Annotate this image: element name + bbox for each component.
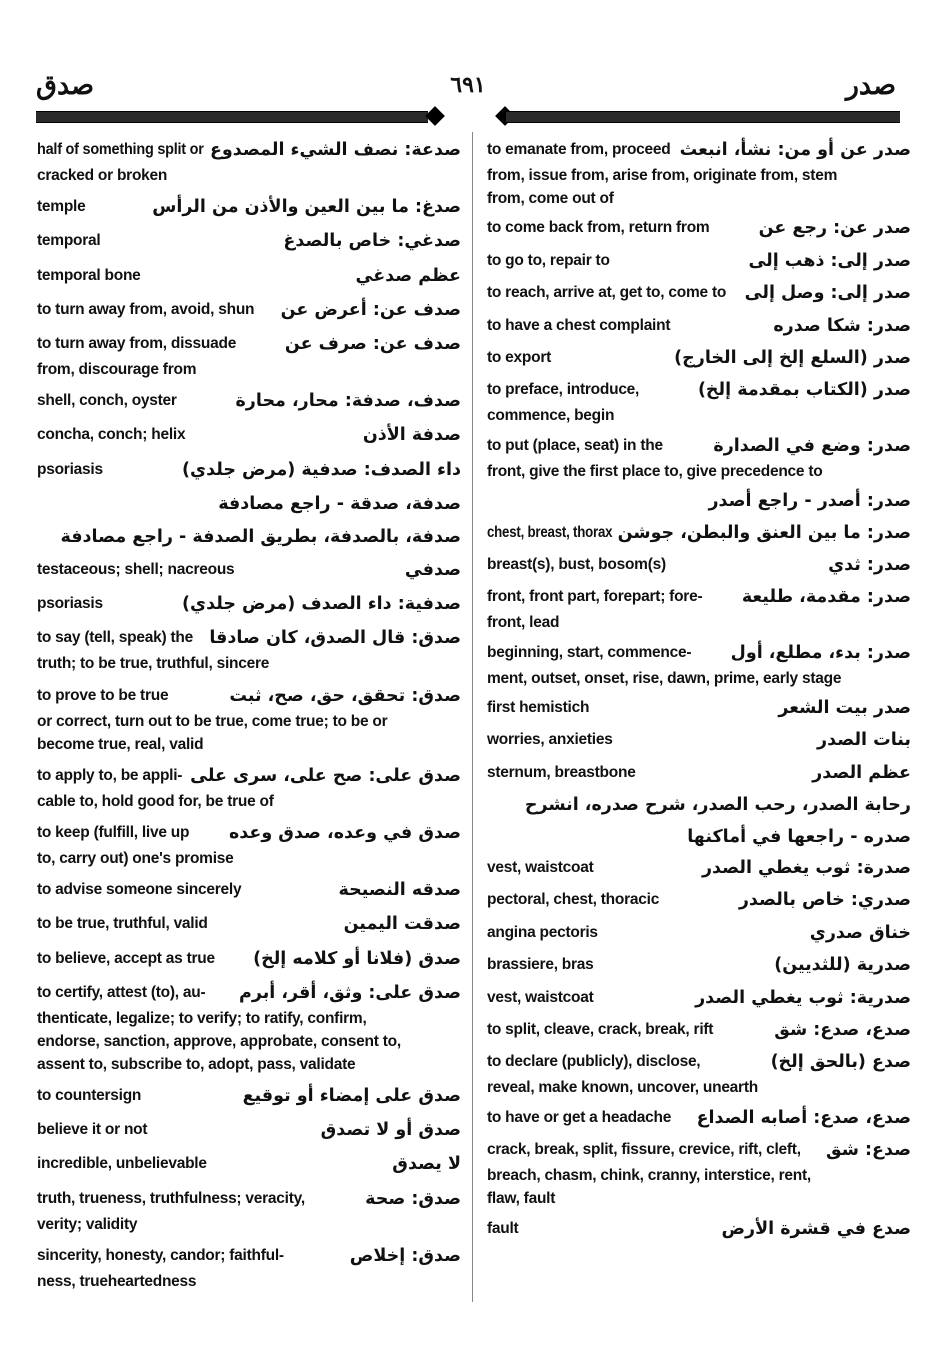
arabic-headword: صدع، صدع: شق bbox=[774, 1019, 911, 1040]
dictionary-entry bbox=[487, 641, 911, 690]
english-definition-continued: to, carry out) one's promise bbox=[37, 850, 234, 867]
english-definition-continued: cable to, hold good for, be true of bbox=[37, 792, 274, 810]
arabic-headword: صدر عن: رجع عن bbox=[758, 218, 911, 239]
dictionary-entry bbox=[37, 626, 461, 675]
english-definition: shell, conch, oyster bbox=[37, 392, 177, 410]
dictionary-entry bbox=[487, 585, 911, 634]
english-definition: to go to, repair to bbox=[487, 251, 610, 269]
entry-first-line bbox=[37, 1118, 461, 1144]
entry-first-line bbox=[487, 585, 911, 611]
entry-first-line bbox=[37, 1244, 461, 1270]
entry-first-line bbox=[37, 558, 461, 584]
english-definition: angina pectoris bbox=[487, 923, 598, 941]
arabic-headword: صدعة: نصف الشيء المصدوع bbox=[209, 140, 461, 160]
english-definition-continued: thenticate, legalize; to verify; to ratify, confirm, bbox=[37, 1009, 367, 1027]
english-definition: beginning, start, commence- bbox=[487, 643, 692, 661]
english-definition-continued: from, issue from, arise from, originate from, stem bbox=[487, 167, 838, 184]
dictionary-entry bbox=[37, 1152, 461, 1178]
arabic-headword: صدف عن: أعرض عن bbox=[280, 299, 461, 320]
dictionary-entry bbox=[487, 1217, 911, 1243]
dictionary-entry bbox=[37, 423, 461, 449]
entry-first-line bbox=[487, 553, 911, 579]
entry-first-line bbox=[37, 298, 461, 324]
english-definition: to come back from, return from bbox=[487, 219, 710, 237]
dictionary-entry bbox=[37, 298, 461, 324]
arabic-headword: صدق أو لا تصدق bbox=[320, 1120, 461, 1141]
english-definition: temporal bone bbox=[37, 266, 141, 284]
arabic-headword: داء الصدف: صدفية (مرض جلدي) bbox=[182, 459, 461, 480]
english-definition: to say (tell, speak) the bbox=[37, 629, 193, 647]
dictionary-entry bbox=[487, 825, 911, 850]
english-definition-continued: front, lead bbox=[487, 614, 560, 632]
english-definition-continued: front, give the first place to, give precedence to bbox=[487, 462, 823, 480]
dictionary-entry bbox=[487, 921, 911, 947]
english-definition-continued: flaw, fault bbox=[487, 1190, 556, 1208]
dictionary-entry bbox=[37, 195, 461, 221]
entry-first-line bbox=[37, 458, 461, 484]
dictionary-entry bbox=[487, 696, 911, 722]
dictionary-entry bbox=[487, 281, 911, 307]
arabic-headword: صدر (السلع إلخ إلى الخارج) bbox=[674, 347, 911, 368]
arabic-headword: صدق (فلانا أو كلامه إلخ) bbox=[253, 948, 461, 969]
english-definition: to keep (fulfill, live up bbox=[37, 824, 190, 841]
entry-first-line bbox=[37, 626, 461, 652]
arabic-headword: صدره - راجعها في أماكنها bbox=[687, 826, 911, 847]
english-definition: to turn away from, avoid, shun bbox=[37, 300, 255, 318]
arabic-headword: صدرة: ثوب يغطي الصدر bbox=[701, 858, 911, 879]
arabic-headword: صدق: تحقق، حق، صح، ثبت bbox=[229, 685, 461, 706]
dictionary-entry bbox=[37, 458, 461, 484]
english-definition: first hemistich bbox=[487, 699, 590, 717]
entry-first-line bbox=[487, 1050, 911, 1076]
entry-first-line bbox=[37, 264, 461, 290]
dictionary-entry bbox=[487, 346, 911, 372]
english-definition: to turn away from, dissuade bbox=[37, 334, 237, 352]
english-definition: breast(s), bust, bosom(s) bbox=[487, 555, 666, 573]
right-column bbox=[487, 138, 911, 1249]
entry-first-line bbox=[487, 378, 911, 404]
dictionary-entry bbox=[487, 378, 911, 427]
dictionary-entry bbox=[487, 728, 911, 754]
dictionary-entry bbox=[487, 216, 911, 242]
english-definition-continued: truth; to be true, truthful, sincere bbox=[37, 655, 270, 673]
column-divider bbox=[472, 132, 473, 1302]
entry-first-line bbox=[487, 696, 911, 722]
dictionary-entry bbox=[487, 793, 911, 818]
entry-first-line bbox=[487, 216, 911, 242]
arabic-headword: صدغ: ما بين العين والأذن من الرأس bbox=[152, 197, 461, 218]
dictionary-entry bbox=[37, 981, 461, 1076]
english-definition: believe it or not bbox=[37, 1121, 148, 1139]
dictionary-entry bbox=[487, 1138, 911, 1210]
entry-first-line bbox=[487, 761, 911, 787]
english-definition-continued: or correct, turn out to be true, come true; to be or bbox=[37, 712, 388, 730]
english-definition-continued: assent to, subscribe to, adopt, pass, validate bbox=[37, 1055, 356, 1073]
entry-first-line bbox=[487, 921, 911, 947]
arabic-headword: صدري: خاص بالصدر bbox=[738, 890, 911, 911]
english-definition: to emanate from, proceed bbox=[487, 141, 671, 158]
entry-first-line bbox=[37, 229, 461, 255]
arabic-headword: صدع: شق bbox=[825, 1140, 911, 1161]
arabic-headword: صدر: ثدي bbox=[828, 554, 911, 575]
arabic-headword: صدر: وضع في الصدارة bbox=[713, 435, 911, 456]
english-definition: half of something split or bbox=[37, 141, 204, 158]
dictionary-entry bbox=[37, 389, 461, 415]
dictionary-entry bbox=[487, 761, 911, 787]
english-definition: to believe, accept as true bbox=[37, 949, 215, 967]
dictionary-entry bbox=[487, 314, 911, 340]
english-definition-continued: from, come out of bbox=[487, 190, 614, 207]
entry-first-line bbox=[487, 856, 911, 882]
entry-first-line bbox=[487, 641, 911, 667]
entry-first-line bbox=[37, 332, 461, 358]
dictionary-entry bbox=[487, 856, 911, 882]
arabic-headword: صدر: شكا صدره bbox=[773, 315, 911, 336]
diamond-ornament bbox=[425, 106, 445, 126]
english-definition-continued: cracked or broken bbox=[37, 167, 168, 184]
arabic-headword: صدر: مقدمة، طليعة bbox=[741, 587, 911, 608]
english-definition: chest, breast, thorax bbox=[487, 523, 613, 541]
english-definition: vest, waistcoat bbox=[487, 859, 594, 877]
english-definition: incredible, unbelievable bbox=[37, 1155, 207, 1173]
entry-first-line bbox=[37, 821, 461, 847]
entry-first-line bbox=[487, 986, 911, 1012]
arabic-headword: لا يصدق bbox=[392, 1154, 461, 1175]
dictionary-entry bbox=[37, 332, 461, 381]
arabic-headword: صدفي bbox=[404, 560, 461, 581]
english-definition-continued: ment, outset, onset, rise, dawn, prime, early stage bbox=[487, 669, 842, 687]
arabic-headword: صدع (بالحق إلخ) bbox=[770, 1052, 911, 1073]
dictionary-entry bbox=[487, 1050, 911, 1099]
entry-first-line bbox=[37, 1187, 461, 1213]
arabic-headword: صدر إلى: ذهب إلى bbox=[748, 250, 911, 271]
dictionary-entry bbox=[37, 947, 461, 973]
left-column bbox=[37, 138, 461, 1301]
english-definition: to declare (publicly), disclose, bbox=[487, 1053, 701, 1071]
dictionary-entry bbox=[487, 521, 911, 547]
english-definition: to have a chest complaint bbox=[487, 316, 671, 334]
entry-first-line bbox=[37, 684, 461, 710]
entry-first-line bbox=[487, 521, 911, 547]
header-rule-right bbox=[506, 111, 900, 123]
english-definition: to have or get a headache bbox=[487, 1108, 672, 1126]
entry-first-line bbox=[487, 1138, 911, 1164]
arabic-headword: عظم صدغي bbox=[355, 265, 461, 286]
arabic-headword: صدر: أصدر - راجع أصدر bbox=[708, 491, 911, 512]
entry-first-line bbox=[37, 423, 461, 449]
arabic-headword: صدفة، بالصدفة، بطريق الصدفة - راجع مصادفة bbox=[60, 526, 461, 547]
dictionary-entry bbox=[37, 229, 461, 255]
dictionary-entry bbox=[487, 888, 911, 914]
english-definition: to countersign bbox=[37, 1086, 142, 1104]
arabic-headword: صدر إلى: وصل إلى bbox=[744, 283, 911, 304]
arabic-headword: صدر عن أو من: نشأ، انبعث bbox=[679, 140, 911, 160]
english-definition-continued: become true, real, valid bbox=[37, 735, 204, 753]
entry-first-line bbox=[487, 888, 911, 914]
dictionary-entry bbox=[487, 986, 911, 1012]
arabic-headword: صدقت اليمين bbox=[343, 914, 461, 935]
entry-first-line bbox=[37, 389, 461, 415]
english-definition: psoriasis bbox=[37, 595, 103, 613]
english-definition-continued: reveal, make known, uncover, unearth bbox=[487, 1079, 758, 1097]
arabic-headword: صدع في قشرة الأرض bbox=[721, 1218, 911, 1239]
arabic-headword: صدر (الكتاب بمقدمة إلخ) bbox=[697, 380, 911, 401]
entry-first-line bbox=[487, 953, 911, 979]
page-number: ٦٩١ bbox=[450, 72, 486, 98]
arabic-headword: صدفة الأذن bbox=[362, 425, 461, 446]
english-definition-continued: from, discourage from bbox=[37, 360, 197, 378]
english-definition: pectoral, chest, thoracic bbox=[487, 891, 660, 909]
english-definition: to prove to be true bbox=[37, 686, 169, 704]
arabic-headword: صدفية: داء الصدف (مرض جلدي) bbox=[182, 594, 461, 615]
english-definition-continued: endorse, sanction, approve, approbate, consent to, bbox=[37, 1032, 401, 1050]
english-definition: to put (place, seat) in the bbox=[487, 436, 663, 454]
arabic-headword: صدقه النصيحة bbox=[338, 880, 461, 901]
english-definition: concha, conch; helix bbox=[37, 426, 186, 444]
dictionary-entry bbox=[37, 684, 461, 756]
entry-first-line bbox=[487, 728, 911, 754]
arabic-headword: خناق صدري bbox=[809, 922, 911, 943]
arabic-headword: بنات الصدر bbox=[817, 730, 911, 751]
english-definition: temple bbox=[37, 198, 86, 216]
english-definition: to certify, attest (to), au- bbox=[37, 983, 206, 1001]
english-definition-continued: verity; validity bbox=[37, 1215, 138, 1233]
arabic-headword: صدق: إخلاص bbox=[349, 1245, 461, 1266]
arabic-headword: صدق على: وثق، أقر، أبرم bbox=[239, 982, 461, 1003]
dictionary-entry bbox=[37, 138, 461, 187]
english-definition: psoriasis bbox=[37, 460, 103, 478]
dictionary-entry bbox=[37, 878, 461, 904]
entry-first-line bbox=[37, 878, 461, 904]
english-definition-continued: ness, trueheartedness bbox=[37, 1272, 197, 1290]
arabic-headword: رحابة الصدر، رحب الصدر، شرح صدره، انشرح bbox=[524, 795, 911, 816]
english-definition: to apply to, be appli- bbox=[37, 766, 183, 784]
entry-first-line bbox=[487, 314, 911, 340]
dictionary-entry bbox=[37, 592, 461, 618]
english-definition: vest, waistcoat bbox=[487, 988, 594, 1006]
english-definition: to preface, introduce, bbox=[487, 381, 640, 399]
dictionary-entry bbox=[37, 525, 461, 550]
running-head-left: صدق bbox=[36, 70, 95, 101]
entry-first-line bbox=[487, 281, 911, 307]
arabic-headword: صدر: بدء، مطلع، أول bbox=[730, 642, 911, 663]
dictionary-entry bbox=[37, 492, 461, 517]
english-definition: truth, trueness, truthfulness; veracity, bbox=[37, 1189, 305, 1207]
dictionary-entry bbox=[37, 821, 461, 870]
running-head-right: صدر bbox=[845, 70, 896, 101]
english-definition: to export bbox=[487, 348, 552, 366]
arabic-headword: صدر: ما بين العنق والبطن، جوشن bbox=[617, 522, 911, 543]
english-definition: to advise someone sincerely bbox=[37, 881, 242, 899]
dictionary-entry bbox=[37, 764, 461, 813]
dictionary-entry bbox=[37, 1084, 461, 1110]
entry-first-line bbox=[487, 346, 911, 372]
entry-first-line bbox=[487, 1217, 911, 1243]
dictionary-entry bbox=[487, 1018, 911, 1044]
entry-first-line bbox=[37, 947, 461, 973]
arabic-headword: صدر بيت الشعر bbox=[778, 698, 911, 719]
entry-first-line bbox=[37, 1152, 461, 1178]
arabic-headword: صدف، صدفة: محار، محارة bbox=[235, 391, 461, 412]
entry-first-line bbox=[487, 249, 911, 275]
dictionary-entry bbox=[37, 1187, 461, 1236]
english-definition-continued: breach, chasm, chink, cranny, interstice, rent, bbox=[487, 1167, 811, 1185]
entry-first-line bbox=[37, 981, 461, 1007]
english-definition: to be true, truthful, valid bbox=[37, 915, 208, 933]
dictionary-entry bbox=[37, 558, 461, 584]
dictionary-entry bbox=[487, 249, 911, 275]
arabic-headword: صدفة، صدقة - راجع مصادفة bbox=[218, 493, 461, 514]
arabic-headword: صدق في وعده، صدق وعده bbox=[228, 823, 461, 843]
english-definition: to split, cleave, crack, break, rift bbox=[487, 1020, 714, 1038]
english-definition: worries, anxieties bbox=[487, 731, 613, 749]
dictionary-entry bbox=[37, 1244, 461, 1293]
dictionary-entry bbox=[487, 489, 911, 514]
english-definition-continued: commence, begin bbox=[487, 407, 615, 425]
entry-first-line bbox=[487, 1018, 911, 1044]
entry-first-line bbox=[37, 912, 461, 938]
english-definition: fault bbox=[487, 1219, 519, 1237]
english-definition: sincerity, honesty, candor; faithful- bbox=[37, 1246, 284, 1264]
english-definition: brassiere, bras bbox=[487, 956, 594, 974]
arabic-headword: صدق على: صح على، سرى على bbox=[190, 765, 461, 786]
dictionary-entry bbox=[487, 953, 911, 979]
dictionary-entry bbox=[487, 434, 911, 483]
arabic-headword: صدغي: خاص بالصدغ bbox=[283, 231, 461, 252]
arabic-headword: صدق: صحة bbox=[365, 1188, 461, 1209]
english-definition: to reach, arrive at, get to, come to bbox=[487, 284, 727, 302]
english-definition: crack, break, split, fissure, crevice, rift, cleft, bbox=[487, 1141, 801, 1159]
entry-first-line bbox=[37, 592, 461, 618]
arabic-headword: صدرية (للثديين) bbox=[774, 955, 911, 976]
arabic-headword: عظم الصدر bbox=[812, 762, 911, 783]
entry-first-line bbox=[487, 434, 911, 460]
english-definition: temporal bbox=[37, 232, 101, 250]
arabic-headword: صدق: قال الصدق، كان صادقا bbox=[209, 628, 461, 649]
english-definition: front, front part, forepart; fore- bbox=[487, 588, 703, 606]
arabic-headword: صدع، صدع: أصابه الصداع bbox=[696, 1107, 911, 1128]
entry-first-line bbox=[487, 1106, 911, 1132]
dictionary-entry bbox=[487, 1106, 911, 1132]
entry-first-line bbox=[37, 764, 461, 790]
dictionary-entry bbox=[487, 138, 911, 210]
arabic-headword: صدق على إمضاء أو توقيع bbox=[242, 1085, 461, 1106]
arabic-headword: صدف عن: صرف عن bbox=[284, 333, 461, 354]
dictionary-entry bbox=[37, 912, 461, 938]
english-definition: sternum, breastbone bbox=[487, 763, 636, 781]
dictionary-entry bbox=[37, 1118, 461, 1144]
entry-first-line bbox=[37, 1084, 461, 1110]
entry-first-line bbox=[37, 138, 461, 164]
arabic-headword: صدرية: ثوب يغطي الصدر bbox=[695, 987, 911, 1008]
english-definition: testaceous; shell; nacreous bbox=[37, 561, 235, 579]
dictionary-entry bbox=[37, 264, 461, 290]
header-rule-left bbox=[36, 111, 428, 123]
entry-first-line bbox=[37, 195, 461, 221]
entry-first-line bbox=[487, 138, 911, 164]
dictionary-entry bbox=[487, 553, 911, 579]
